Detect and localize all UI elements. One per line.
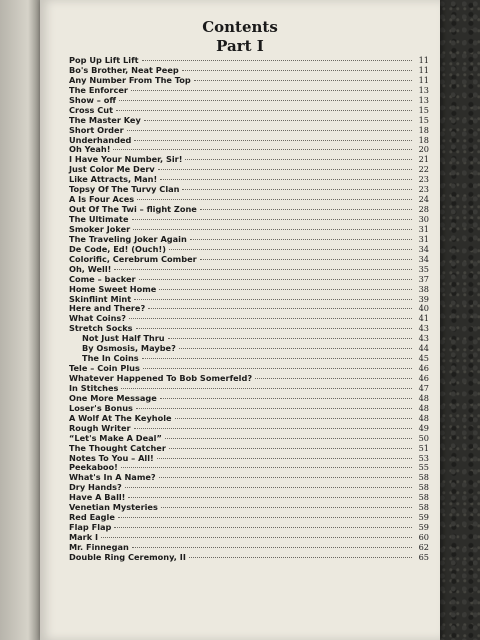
dot-leader: [125, 487, 412, 488]
toc-entry-page-number: 15: [418, 104, 429, 115]
toc-entry-page-number: 34: [418, 253, 429, 264]
toc-entry-page-number: 34: [418, 243, 429, 254]
toc-entry: [69, 523, 429, 533]
dot-leader: [133, 229, 412, 230]
toc-entry-page-number: 30: [418, 214, 429, 224]
toc-entry-title: Skinflint Mint: [69, 293, 132, 304]
toc-entry-page-number: 13: [418, 94, 429, 105]
dot-leader: [165, 438, 412, 439]
dot-leader: [190, 239, 412, 240]
toc-entry: [69, 513, 429, 523]
toc-entry-page-number: 43: [418, 333, 429, 344]
toc-entry-page-number: 40: [418, 303, 429, 314]
toc-entry-page-number: 53: [418, 452, 429, 463]
toc-entry-title: Whatever Happened To Bob Somerfeld?: [69, 373, 253, 383]
toc-entry-title: Oh, Well!: [69, 263, 112, 274]
dot-leader: [142, 60, 412, 61]
dot-leader: [168, 338, 412, 339]
toc-entry-title: The Ultimate: [69, 214, 129, 224]
toc-entry: [69, 285, 429, 295]
toc-entry-title: Red Eagle: [69, 512, 115, 523]
toc-entry-title: Tele – Coin Plus: [69, 363, 140, 374]
dot-leader: [132, 547, 412, 548]
dot-leader: [158, 169, 412, 170]
toc-entry-page-number: 31: [418, 223, 429, 234]
toc-entry-page-number: 58: [418, 482, 429, 493]
dot-leader: [200, 209, 412, 210]
toc-entry-title: Dry Hands?: [69, 482, 122, 493]
toc-entry-page-number: 41: [418, 313, 429, 324]
toc-entry-title: By Osmosis, Maybe?: [82, 343, 176, 354]
facing-page-edge: [0, 0, 40, 640]
toc-entry-page-number: 44: [418, 343, 429, 354]
dot-leader: [121, 388, 412, 389]
toc-entry-page-number: 13: [418, 84, 429, 95]
toc-entry-page-number: 62: [418, 541, 429, 552]
dot-leader: [121, 467, 412, 468]
dot-leader: [118, 517, 412, 518]
toc-entry-title: A Wolf At The Keyhole: [69, 412, 172, 423]
toc-entry-title: The Enforcer: [69, 84, 128, 95]
toc-entry-page-number: 18: [418, 134, 429, 145]
toc-entry-title: Like Attracts, Man!: [69, 174, 158, 185]
toc-entry-title: One More Message: [69, 392, 157, 403]
dot-leader: [136, 328, 412, 329]
toc-entry-page-number: 22: [418, 164, 429, 175]
toc-entry-page-number: 65: [418, 551, 429, 562]
toc-entry-title: Smoker Joker: [69, 223, 131, 234]
dot-leader: [128, 497, 412, 498]
toc-entry-title: What Coins?: [69, 313, 127, 324]
dot-leader: [157, 458, 412, 459]
toc-entry-title: Rough Writer: [69, 422, 131, 433]
toc-entry-page-number: 55: [418, 462, 429, 473]
toc-entry-page-number: 50: [418, 432, 429, 443]
toc-entry-title: The Master Key: [69, 114, 141, 125]
dot-leader: [131, 90, 412, 91]
dot-leader: [182, 189, 412, 190]
toc-entry-page-number: 23: [418, 184, 429, 195]
toc-entry-page-number: 46: [418, 373, 429, 383]
toc-entry-title: I Have Your Number, Sir!: [69, 154, 183, 165]
dot-leader: [169, 448, 412, 449]
toc-entry-page-number: 47: [418, 382, 429, 393]
dot-leader: [129, 318, 412, 319]
toc-entry-page-number: 48: [418, 392, 429, 403]
dot-leader: [114, 527, 412, 528]
dot-leader: [114, 269, 412, 270]
toc-entry: [69, 86, 429, 96]
dot-leader: [139, 279, 412, 280]
toc-entry-title: Home Sweet Home: [69, 283, 157, 294]
toc-entry-page-number: 11: [418, 74, 429, 85]
toc-entry-page-number: 11: [418, 55, 429, 65]
toc-entry-title: Venetian Mysteries: [69, 502, 158, 513]
dot-leader: [101, 537, 412, 538]
toc-entry: [69, 473, 429, 483]
toc-entry-page-number: 59: [418, 522, 429, 533]
toc-entry-title: What's In A Name?: [69, 472, 156, 483]
dot-leader: [175, 418, 412, 419]
toc-entry: [69, 454, 429, 464]
toc-entry-page-number: 21: [418, 154, 429, 165]
toc-entry-title: Topsy Of The Turvy Clan: [69, 184, 180, 195]
toc-entry: [69, 374, 429, 384]
toc-entry-page-number: 15: [418, 114, 429, 125]
toc-entry-title: Short Order: [69, 124, 124, 135]
toc-entry-title: Underhanded: [69, 134, 132, 145]
toc-entry-title: In Stitches: [69, 382, 119, 393]
toc-entry-page-number: 28: [418, 204, 429, 215]
toc-entry-title: Flap Flap: [69, 522, 112, 533]
toc-entry-title: The Traveling Joker Again: [69, 233, 187, 244]
toc-entry-title: Double Ring Ceremony, II: [69, 551, 186, 562]
toc-entry-page-number: 24: [418, 194, 429, 205]
dot-leader: [132, 219, 412, 220]
toc-entry-title: De Code, Ed! (Ouch!): [69, 243, 166, 254]
dot-leader: [142, 358, 412, 359]
toc-entry: [69, 444, 429, 454]
toc-entry-page-number: 60: [418, 532, 429, 542]
dot-leader: [159, 289, 412, 290]
dot-leader: [113, 149, 412, 150]
toc-entry-title: “Let's Make A Deal”: [69, 432, 162, 443]
toc-entry-page-number: 49: [418, 422, 429, 433]
toc-entry: [69, 136, 429, 146]
toc-entry-page-number: 58: [418, 502, 429, 513]
dot-leader: [119, 100, 412, 101]
toc-entry-title: Have A Ball!: [69, 492, 126, 503]
toc-entry-title: Any Number From The Top: [69, 74, 191, 85]
toc-entry-page-number: 51: [418, 442, 429, 453]
dot-leader: [194, 80, 412, 81]
toc-entry-title: Notes To You – All!: [69, 452, 154, 463]
toc-entry-page-number: 45: [418, 353, 429, 364]
dot-leader: [127, 130, 412, 131]
dot-leader: [143, 368, 412, 369]
toc-entry: [69, 126, 429, 136]
toc-entry: [69, 503, 429, 513]
toc-entry-title: Come – backer: [69, 273, 136, 284]
toc-entry-title: Pop Up Lift Lift: [69, 55, 139, 65]
dot-leader: [160, 179, 412, 180]
toc-entry-page-number: 38: [418, 283, 429, 294]
toc-entry-title: Cross Cut: [69, 104, 114, 115]
dot-leader: [159, 477, 412, 478]
table-of-contents: [69, 56, 429, 563]
dot-leader: [134, 299, 412, 300]
dot-leader: [185, 159, 412, 160]
toc-entry-page-number: 11: [418, 64, 429, 75]
toc-entry-title: Oh Yeah!: [69, 144, 111, 155]
part-heading: Part I: [216, 37, 264, 55]
dot-leader: [169, 249, 412, 250]
dot-leader: [116, 110, 412, 111]
book-page: [40, 0, 440, 640]
toc-entry-title: Show – off: [69, 94, 116, 105]
toc-entry-title: Out Of The Twi – flight Zone: [69, 204, 197, 215]
toc-entry-page-number: 31: [418, 233, 429, 244]
toc-entry-title: Just Color Me Derv: [69, 164, 155, 175]
toc-entry-title: Mark I: [69, 532, 99, 542]
toc-entry-title: Bo's Brother, Neat Peep: [69, 64, 179, 75]
toc-entry-page-number: 39: [418, 293, 429, 304]
toc-entry-title: The Thought Catcher: [69, 442, 166, 453]
dot-leader: [160, 398, 412, 399]
toc-entry-page-number: 37: [418, 273, 429, 284]
dot-leader: [189, 557, 412, 558]
dot-leader: [134, 140, 412, 141]
toc-entry-page-number: 48: [418, 402, 429, 413]
dot-leader: [179, 348, 412, 349]
dot-leader: [137, 199, 412, 200]
toc-entry-page-number: 35: [418, 263, 429, 274]
toc-entry-title: A Is Four Aces: [69, 194, 135, 205]
toc-entry-page-number: 43: [418, 323, 429, 334]
dot-leader: [161, 507, 412, 508]
dot-leader: [134, 428, 412, 429]
dot-leader: [200, 259, 412, 260]
toc-entry-page-number: 59: [418, 512, 429, 523]
dot-leader: [144, 120, 412, 121]
toc-entry: [69, 96, 429, 106]
toc-entry-title: Peekaboo!: [69, 462, 118, 473]
toc-entry-page-number: 58: [418, 492, 429, 503]
toc-entry-title: The In Coins: [82, 353, 139, 364]
toc-entry-page-number: 48: [418, 412, 429, 423]
dot-leader: [136, 408, 412, 409]
toc-entry: [69, 255, 429, 265]
toc-entry-page-number: 20: [418, 144, 429, 155]
toc-entry-title: Here and There?: [69, 303, 146, 314]
toc-entry-page-number: 23: [418, 174, 429, 185]
toc-entry-page-number: 46: [418, 363, 429, 374]
toc-entry-title: Mr. Finnegan: [69, 541, 129, 552]
toc-entry-title: Loser's Bonus: [69, 402, 133, 413]
toc-entry-page-number: 58: [418, 472, 429, 483]
page-title: Contents: [202, 18, 278, 36]
toc-entry-title: Not Just Half Thru: [82, 333, 165, 344]
toc-entry-title: Colorific, Cerebrum Comber: [69, 253, 197, 264]
dot-leader: [182, 70, 412, 71]
toc-entry-title: Stretch Socks: [69, 323, 133, 334]
dot-leader: [255, 378, 412, 379]
toc-entry-page-number: 18: [418, 124, 429, 135]
dot-leader: [148, 308, 412, 309]
toc-entry: [69, 553, 429, 563]
